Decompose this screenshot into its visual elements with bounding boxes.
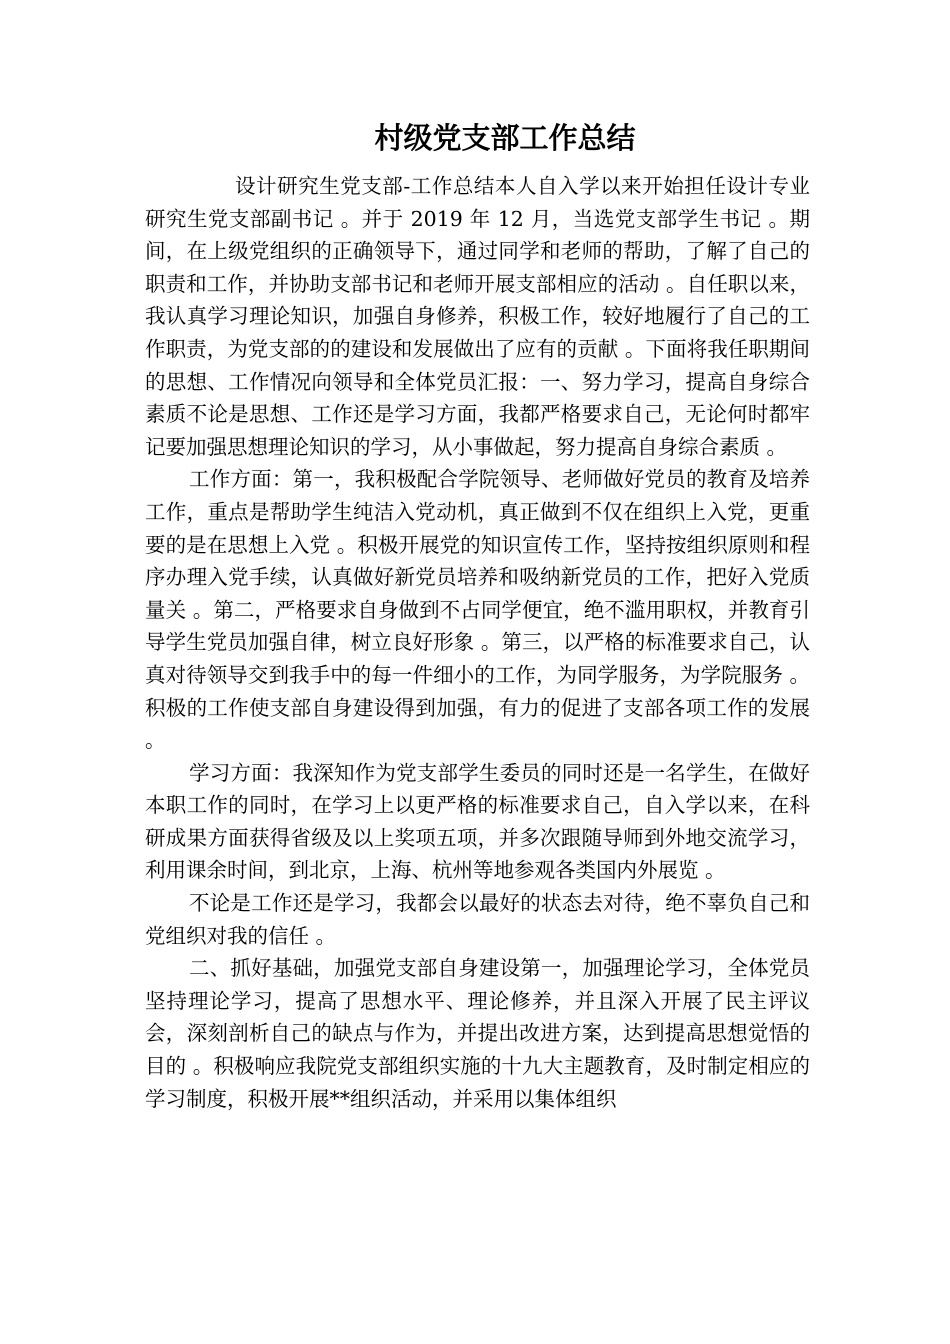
paragraph-work: 工作方面：第一，我积极配合学院领导、老师做好党员的教育及培养工作，重点是帮助学生纯洁入党动机，真正做到不仅在组织上入党，更重要的是在思想上入党 。积极开展党的知识宣传工作，坚持按组织原则和程序办理入党手续，认真做好新党员培养和吸纳新党员的工作，把好入党质量关 。第二，严格要求自身做到不占同学便宜，绝不滥用职权，并教育引导学生党员加强自律，树立良好形象 。第三，以严格的标准要求自己，认真对待领导交到我手中的每一件细小的工作，为同学服务，为学院服务 。积极的工作使支部自身建设得到加强，有力的促进了支部各项工作的发展 。 bbox=[145, 467, 810, 753]
paragraph-foundation: 二、抓好基础，加强党支部自身建设第一，加强理论学习，全体党员坚持理论学习，提高了思想水平、理论修养，并且深入开展了民主评议会，深刻剖析自己的缺点与作为，并提出改进方案，达到提高思想觉悟的目的 。积极响应我院党支部组织实施的十九大主题教育，及时制定相应的学习制度，积极开展**组织活动，并采用以集体组织 bbox=[145, 956, 810, 1111]
document-title: 村级党支部工作总结 bbox=[374, 121, 636, 155]
paragraph-attitude: 不论是工作还是学习，我都会以最好的状态去对待，绝不辜负自己和党组织对我的信任 。 bbox=[145, 891, 810, 948]
document-body bbox=[145, 170, 810, 1115]
paragraph-intro: 设计研究生党支部-工作总结本人自入学以来开始担任设计专业研究生党支部副书记 。并于 2019 年 12 月，当选党支部学生书记 。期间，在上级党组织的正确领导下，通过同学和老师的帮助，了解了自己的职责和工作，并协助支部书记和老师开展支部相应的活动 。自任职以来，我认真学习理论知识，加强自身修养，积极工作，较好地履行了自己的工作职责，为党支部的的建设和发展做出了应有的贡献 。下面将我任职期间的思想、工作情况向领导和全体党员汇报：一、努力学习，提高自身综合素质不论是思想、工作还是学习方面，我都严格要求自己，无论何时都牢记要加强思想理论知识的学习，从小事做起，努力提高自身综合素质 。 bbox=[145, 174, 810, 459]
paragraph-study: 学习方面：我深知作为党支部学生委员的同时还是一名学生，在做好本职工作的同时，在学习上以更严格的标准要求自己，自入学以来，在科研成果方面获得省级及以上奖项五项，并多次跟随导师到外地交流学习，利用课余时间，到北京，上海、杭州等地参观各类国内外展览 。 bbox=[145, 760, 810, 883]
